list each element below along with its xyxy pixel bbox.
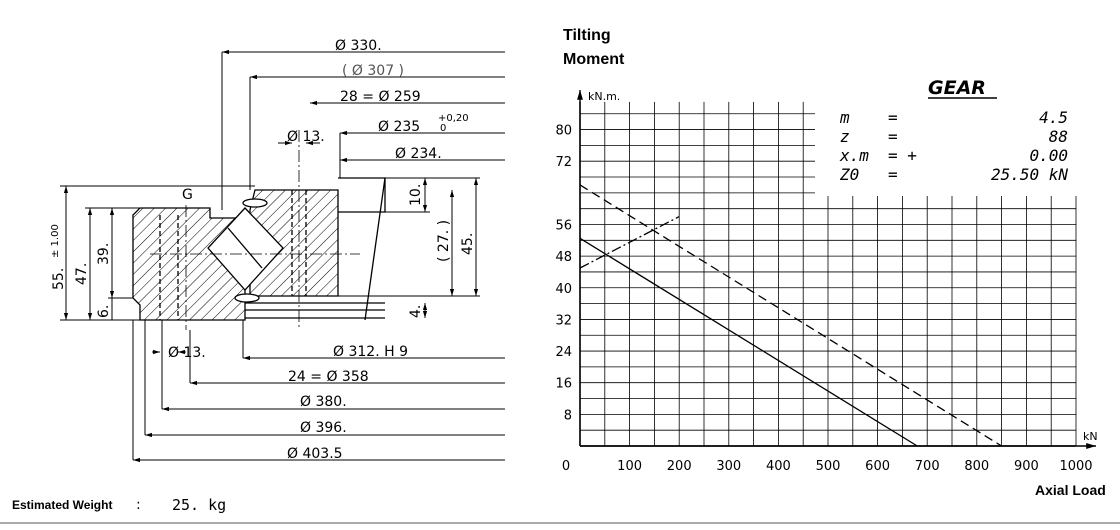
gear-row-value: 25.50 kN: [990, 165, 1068, 184]
dim-d403: Ø 403.5: [287, 446, 343, 462]
dim-d330: Ø 330.: [335, 38, 382, 54]
y-tick-label: 24: [555, 345, 572, 361]
dim-d307: ( Ø 307 ): [342, 63, 405, 79]
chart-title-line2: Moment: [563, 51, 625, 68]
y-tick-label: 72: [555, 155, 572, 171]
bottom-diameter-dimensions: [133, 320, 505, 460]
gear-spec-table: [815, 77, 1077, 196]
weight-label: Estimated Weight: [12, 498, 113, 512]
dim-d312: Ø 312. H 9: [333, 344, 408, 360]
gear-row-op: =: [888, 165, 898, 184]
dim-h47: 47.: [74, 262, 90, 285]
x-tick-label: 400: [765, 459, 791, 474]
dim-hole13-bottom: Ø 13.: [168, 345, 206, 361]
y-tick-label: 32: [555, 313, 572, 329]
gear-row-key: m: [840, 108, 850, 127]
dim-h45: 45.: [460, 232, 476, 255]
y-tick-label: 40: [555, 281, 572, 297]
gear-title: GEAR: [928, 77, 986, 99]
dim-h6: 6.: [96, 304, 112, 318]
x-tick-label: 500: [815, 459, 841, 474]
dim-d235-tol-hi: +0,20: [438, 113, 469, 124]
dim-h10: 10.: [408, 183, 424, 206]
x-tick-label: 900: [1013, 459, 1039, 474]
dim-hole13-top: Ø 13.: [287, 129, 325, 145]
seal-top: [243, 199, 267, 207]
gear-row-key: x.m: [840, 146, 869, 165]
x-unit-label: kN: [1083, 430, 1098, 443]
dim-h4: 4.: [408, 304, 424, 318]
x-tick-label: 800: [964, 459, 990, 474]
dim-d358: 24 = Ø 358: [288, 369, 369, 385]
x-axis-title: Axial Load: [1035, 482, 1106, 498]
seal-bottom: [235, 294, 259, 302]
gear-row-op: =: [888, 127, 898, 146]
gear-row-value: 88: [1048, 127, 1068, 146]
y-tick-label: 80: [555, 123, 572, 139]
gear-row-key: z: [840, 127, 850, 146]
dim-h55-tol: ± 1.00: [50, 224, 61, 258]
x-tick-label: 200: [666, 459, 692, 474]
series-line-solid: [580, 238, 917, 446]
dim-d235: Ø 235: [378, 119, 421, 135]
dim-d235-tol-lo: 0: [440, 123, 447, 134]
weight-value: 25. kg: [172, 496, 227, 514]
y-tick-label: 16: [555, 376, 572, 392]
gear-row-value: 4.5: [1039, 108, 1068, 127]
dim-h39: 39.: [96, 242, 112, 265]
dim-d396: Ø 396.: [300, 420, 347, 436]
chart-title-line1: Tilting: [563, 27, 611, 44]
y-tick-label: 56: [555, 218, 572, 234]
gear-row-op: =: [888, 108, 898, 127]
gear-row-key: Z0: [840, 165, 860, 184]
y-tick-label: 48: [555, 250, 572, 266]
x-tick-label: 600: [865, 459, 891, 474]
gear-mark-label: G: [182, 187, 193, 203]
y-unit-label: kN.m.: [588, 90, 621, 103]
y-tick-label: 8: [563, 408, 572, 424]
x-tick-label: 1000: [1059, 459, 1093, 474]
weight-separator: :: [136, 497, 141, 513]
x-tick-label: 100: [617, 459, 643, 474]
gear-row-value: 0.00: [1029, 146, 1068, 165]
dim-d380: Ø 380.: [300, 394, 347, 410]
x-tick-label: 300: [716, 459, 742, 474]
dim-d234: Ø 234.: [395, 146, 442, 162]
dim-d259: 28 = Ø 259: [340, 89, 421, 105]
gear-row-op: = +: [888, 146, 917, 165]
x-tick-label: 0: [561, 459, 571, 474]
x-tick-label: 700: [914, 459, 940, 474]
dim-h55: 55.: [51, 267, 67, 290]
dim-h27: ( 27. ): [436, 219, 452, 262]
